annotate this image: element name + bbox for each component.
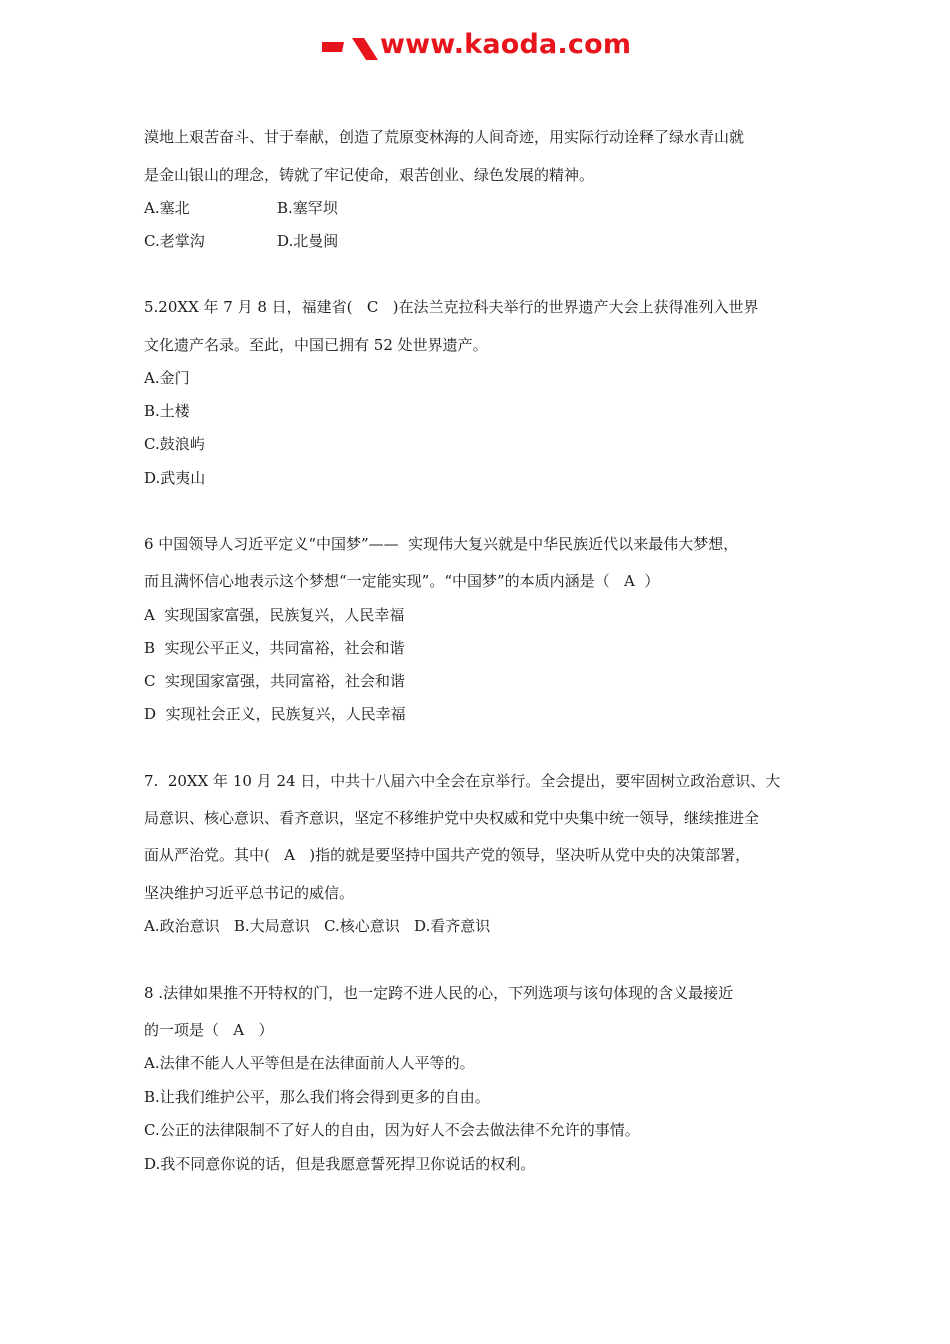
question-5-option-b: B.土楼 xyxy=(144,402,190,420)
question-8-option-c: C.公正的法律限制不了好人的自由，因为好人不会去做法律不允许的事情。 xyxy=(144,1121,640,1139)
question-8-text-line-1: 8 .法律如果推不开特权的门，也一定跨不进人民的心，下列选项与该句体现的含义最接近 xyxy=(144,984,734,1002)
question-4-option-d: D.北曼闽 xyxy=(277,232,339,250)
question-7-text-line-1: 7. 20XX 年 10 月 24 日，中共十八届六中全会在京举行。全会提出，要牢固树立政治意识、大 xyxy=(144,772,781,790)
question-8-option-d: D.我不同意你说的话，但是我愿意誓死捍卫你说话的权利。 xyxy=(144,1155,536,1173)
question-4-option-c: C.老掌沟 xyxy=(144,232,205,250)
question-7-text-line-3: 面从严治党。其中( A )指的就是要坚持中国共产党的领导，坚决听从党中央的决策部署， xyxy=(144,846,751,864)
question-5-text-line-1: 5.20XX 年 7 月 8 日，福建省( C )在法兰克拉科夫举行的世界遗产大会上获得准列入世界 xyxy=(144,298,759,316)
question-7-text-line-4: 坚决维护习近平总书记的威信。 xyxy=(144,884,355,902)
question-8-text-line-2: 的一项是（ A ） xyxy=(144,1021,274,1039)
question-5-option-c: C.鼓浪屿 xyxy=(144,435,205,453)
question-4-option-a: A.塞北 xyxy=(144,199,190,217)
question-5-option-d: D.武夷山 xyxy=(144,469,206,487)
question-4-text-line-1: 漠地上艰苦奋斗、甘于奉献，创造了荒原变林海的人间奇迹，用实际行动诠释了绿水青山就 xyxy=(144,128,745,146)
question-8-option-a: A.法律不能人人平等但是在法律面前人人平等的。 xyxy=(144,1054,475,1072)
question-6-option-a: A 实现国家富强，民族复兴，人民幸福 xyxy=(144,606,405,624)
question-5-text-line-2: 文化遗产名录。至此，中国已拥有 52 处世界遗产。 xyxy=(144,336,488,354)
question-6-text-line-2: 而且满怀信心地表示这个梦想“一定能实现”。“中国梦”的本质内涵是（ A ） xyxy=(144,572,660,590)
question-6-option-c: C 实现国家富强，共同富裕，社会和谐 xyxy=(144,672,406,690)
question-8-option-b: B.让我们维护公平，那么我们将会得到更多的自由。 xyxy=(144,1088,490,1106)
question-4-text-line-2: 是金山银山的理念，铸就了牢记使命，艰苦创业、绿色发展的精神。 xyxy=(144,166,595,184)
site-logo-text[interactable]: www.kaoda.com xyxy=(380,29,632,60)
question-6-text-line-1: 6 中国领导人习近平定义“中国梦”—— 实现伟大复兴就是中华民族近代以来最伟大梦想， xyxy=(144,535,739,553)
question-5-option-a: A.金门 xyxy=(144,369,190,387)
question-4-option-b: B.塞罕坝 xyxy=(277,199,338,217)
question-7-options: A.政治意识 B.大局意识 C.核心意识 D.看齐意识 xyxy=(144,917,491,935)
question-6-option-d: D 实现社会正义，民族复兴，人民幸福 xyxy=(144,705,406,723)
question-7-text-line-2: 局意识、核心意识、看齐意识，坚定不移维护党中央权威和党中央集中统一领导，继续推进全 xyxy=(144,809,760,827)
question-6-option-b: B 实现公平正义，共同富裕，社会和谐 xyxy=(144,639,405,657)
